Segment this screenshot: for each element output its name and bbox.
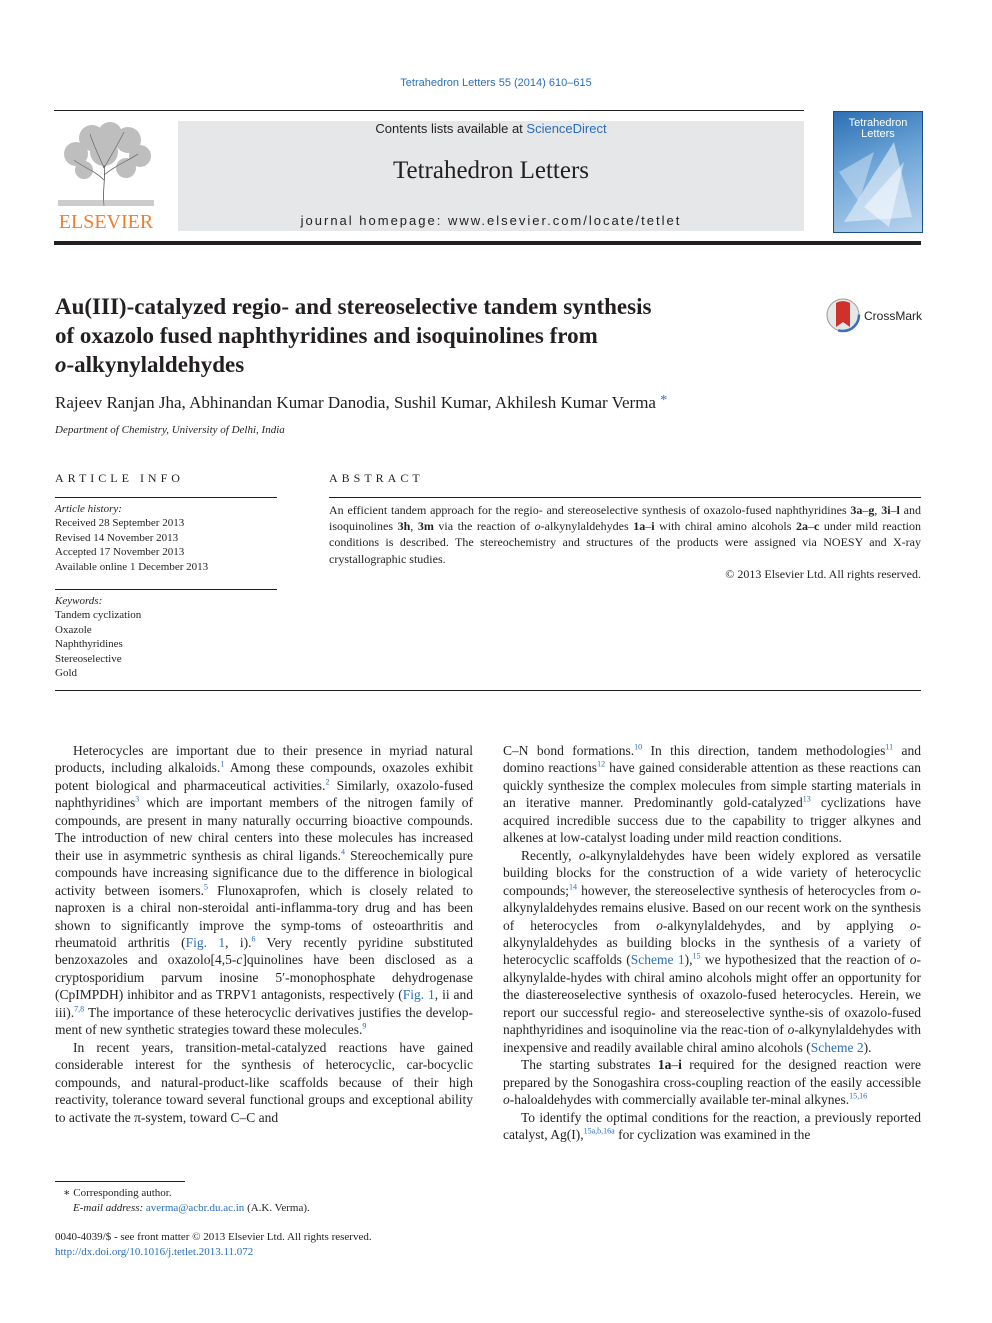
paragraph: In recent years, transition-metal-catalyzed reactions have gained considerable interest for the synthesis of heterocyclic, car-bocyclic compounds, and natural-product-like scaffolds because of their high reactivity, tolerance toward several functional groups and exceptional ability to activate the π-system, toward C–C and [55, 1039, 473, 1125]
corresponding-note: ∗ Corresponding author. [63, 1187, 172, 1199]
keywords [55, 594, 277, 680]
accepted-date: Accepted 17 November 2013 [55, 546, 185, 559]
affiliation: Department of Chemistry, University of Delhi, India [55, 424, 285, 436]
body-column-right [503, 742, 921, 1143]
article-info-heading: ARTICLE INFO [55, 471, 184, 485]
divider [55, 690, 921, 691]
keyword: Naphthyridines [55, 638, 123, 651]
divider [329, 497, 921, 498]
body-column-left [55, 742, 473, 1126]
history-label: Article history: [55, 503, 122, 515]
paragraph: C–N bond formations.$^{10}$ In this direction, tandem methodologies$^{11}$ and domino reactions$^{12}$ have gained considerable attention as these reactions can quickly synthesize the complex molecules from simple starting materials in an iterative manner. Predominantly gold-catalyzed$^{13}$ cyclizations have acquired incredible success due to the capability to trigger alkynes and alkenes at low-catalyst loading under mild reaction conditions. [503, 742, 922, 846]
publisher-name: ELSEVIER [58, 211, 154, 232]
page-footer [55, 1230, 473, 1259]
email-link[interactable]: averma@acbr.du.ac.in [145, 1201, 245, 1214]
elsevier-logo[interactable] [54, 120, 158, 232]
keyword: Tandem cyclization [55, 609, 142, 622]
keyword: Stereoselective [55, 652, 122, 665]
title-line-3: o-alkynylaldehydes [55, 352, 245, 377]
keywords-label: Keywords: [55, 595, 103, 607]
contents-prefix: Contents lists available at [375, 121, 527, 136]
homepage-line [178, 213, 804, 228]
abstract-copyright: © 2013 Elsevier Ltd. All rights reserved. [725, 567, 921, 581]
corresponding-author-mark[interactable]: * [660, 393, 668, 408]
paragraph: To identify the optimal conditions for the reaction, a previously reported catalyst, Ag(I),$^{15a,b,16a}$ for cyclization was examined in the [503, 1109, 921, 1142]
revised-date: Revised 14 November 2013 [55, 531, 179, 544]
divider [55, 497, 277, 498]
journal-citation[interactable]: Tetrahedron Letters 55 (2014) 610–615 [400, 77, 592, 89]
abstract-heading: ABSTRACT [329, 471, 424, 485]
paragraph: Recently, o-alkynylaldehydes have been widely explored as versatile building blocks for the construction of a wide variety of heterocyclic compounds;$^{14}$ however, the stereoselective synthesis of heterocycles from o-alkynylaldehydes remains elusive. Based on our recent work on the synthesis of heterocycles from o-alkynylaldehydes, and by applying o-alkynylaldehydes as building blocks in the synthesis of a variety of heterocyclic scaffolds (Scheme 1),$^{15}$ we hypothesized that the reaction of o-alkynylalde-hydes with chiral amino alcohols might offer an opportunity for the diastereoselective synthesis of oxazolo-fused heterocycles. Herein, we report our successful regio- and stereoselective synthe-sis of oxazolo-fused naphthyridines and isoquinoline via the reac-tion of o-alkynylaldehydes with inexpensive and readily available chiral amino alcohols (Scheme 2). [503, 847, 922, 1055]
issn-line: 0040-4039/$ - see front matter © 2013 Elsevier Ltd. All rights reserved. [55, 1231, 372, 1243]
journal-title: Tetrahedron Letters [392, 157, 590, 184]
crossmark-badge[interactable] [826, 297, 926, 333]
homepage-prefix: journal homepage: [300, 213, 448, 228]
abstract-body: An efficient tandem approach for the regio- and stereoselective synthesis of oxazolo-fused naphthyridines 3a–g, 3i–l and isoquinolines 3h, 3m via the reaction of o-alkynylaldehydes 1a–i with chiral amino alcohols 2a–c under mild reaction conditions is described. The stereochemistry and structures of the products were assigned via NOESY and X-ray crystallographic studies. [329, 503, 921, 566]
keyword: Oxazole [55, 623, 92, 636]
footnote-rule [55, 1181, 185, 1182]
paragraph: Heterocycles are important due to their presence in myriad natural products, including alkaloids.$^1$ Among these compounds, oxazoles exhibit potent biological and pharmaceutical activities.$^2$ Similarly, oxazolo-fused naphthyridines$^3$ which are important members of the nitrogen family of compounds, are present in many naturally occurring bioactive compounds. The introduction of new chiral centers into these molecules has increased their use in asymmetric synthesis as chiral ligands.$^4$ Stereochemically pure compounds have increasing significance due to the difference in biological activity between isomers.$^5$ Flunoxaprofen, which is closely related to naproxen is a chiral non-steroidal anti-inflamma-tory drug and has been shown to significantly improve the symp-toms of osteoarthritis and rheumatoid arthritis (Fig. 1, i).$^6$ Very recently pyridine substituted benzoxazoles and oxazolo[4,5-c]quinolines have been disclosed as a cryptosporidium parvum inosine 5′-monophosphate dehydrogenase (CpIMPDH) inhibitor and as TRPV1 antagonists, respectively (Fig. 1, ii and iii).$^{7,8}$ The importance of these heterocyclic derivatives justifies the develop-ment of new synthetic strategies toward these molecules.$^9$ [55, 743, 473, 1038]
title-line-1: Au(III)-catalyzed regio- and stereoselective tandem synthesis [55, 294, 652, 319]
contents-line [178, 121, 804, 136]
header-rule [54, 241, 921, 245]
elsevier-tree-icon [54, 120, 158, 232]
article-history [55, 502, 277, 574]
keyword: Gold [55, 667, 77, 680]
article-title [55, 292, 775, 379]
footnote [55, 1186, 473, 1215]
cover-title: Tetrahedron Letters [848, 117, 908, 140]
online-date: Available online 1 December 2013 [55, 560, 209, 573]
author-list: Rajeev Ranjan Jha, Abhinandan Kumar Danodia, Sushil Kumar, Akhilesh Kumar Verma * [55, 393, 668, 412]
received-date: Received 28 September 2013 [55, 517, 185, 530]
paragraph: The starting substrates 1a–i required for the designed reaction were prepared by the Sonogashira cross-coupling reaction of the easily accessible o-haloaldehydes with commercially available ter-minal alkynes.$^{15,16}$ [503, 1057, 921, 1108]
sciencedirect-link[interactable]: ScienceDirect [526, 121, 607, 136]
crossmark-label: CrossMark [864, 309, 923, 323]
divider [55, 589, 277, 590]
email-note: E-mail address: averma@acbr.du.ac.in (A.K. Verma). [73, 1201, 310, 1214]
doi-link[interactable]: http://dx.doi.org/10.1016/j.tetlet.2013.11.072 [55, 1245, 254, 1258]
top-rule [54, 110, 804, 111]
homepage-url[interactable]: www.elsevier.com/locate/tetlet [447, 213, 682, 228]
title-line-2: of oxazolo fused naphthyridines and isoquinolines from [55, 323, 598, 348]
crossmark-icon [826, 297, 926, 333]
